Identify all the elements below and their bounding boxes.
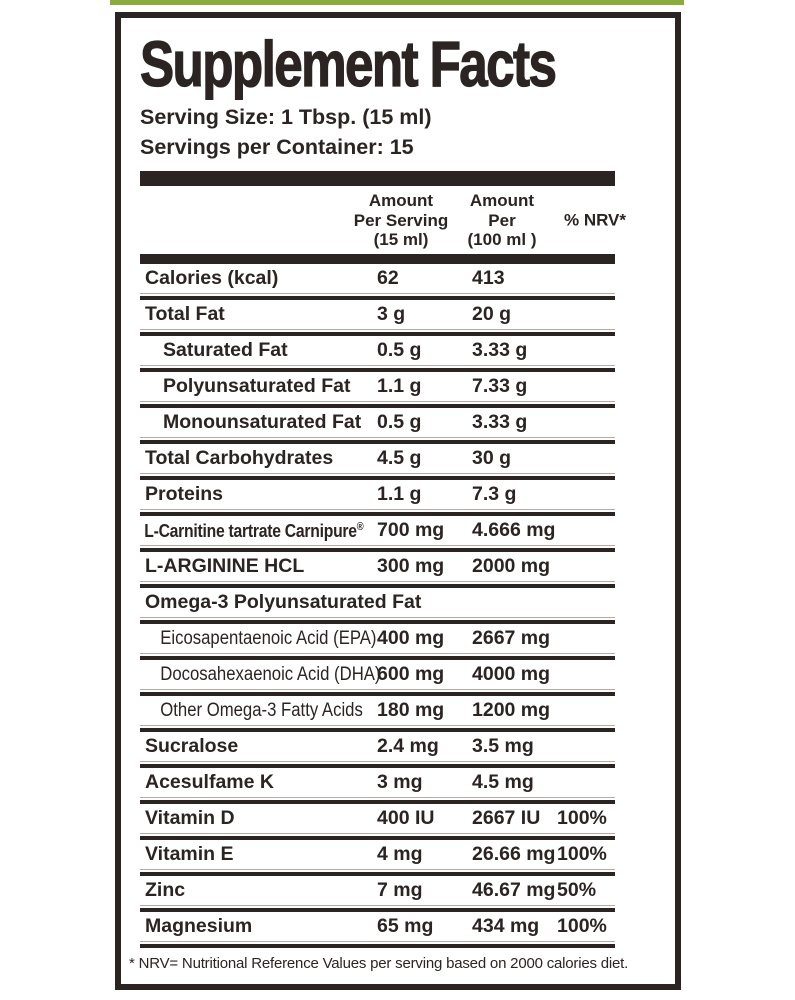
column-headers [140, 186, 627, 254]
table-row [140, 696, 615, 725]
table-row [140, 372, 615, 401]
ingredient-name: Sucralose [145, 735, 239, 758]
row-divider [140, 365, 615, 372]
table-row [140, 840, 615, 869]
row-divider [140, 437, 615, 444]
table-row [140, 912, 615, 941]
row-divider [140, 869, 615, 876]
value-per-100ml: 3.33 g [472, 339, 528, 362]
table-row [140, 660, 615, 689]
value-per-serving: 600 mg [377, 663, 445, 686]
table-row [140, 336, 615, 365]
value-per-100ml: 7.33 g [472, 375, 528, 398]
table-row [140, 552, 615, 581]
row-divider [140, 329, 615, 336]
thick-divider-headers [140, 254, 615, 264]
ingredient-name: Other Omega-3 Fatty Acids [160, 699, 363, 721]
row-divider [140, 473, 615, 480]
value-per-serving: 400 IU [377, 807, 435, 830]
value-per-serving: 1.1 g [377, 375, 422, 398]
value-per-100ml: 434 mg [472, 915, 540, 938]
value-nrv: 100% [557, 843, 607, 866]
ingredient-name: Vitamin D [145, 807, 235, 830]
value-per-100ml: 46.67 mg [472, 879, 556, 902]
ingredient-name: Proteins [145, 483, 224, 506]
table-row [140, 624, 615, 653]
facts-table [140, 264, 615, 948]
header-nrv: % NRV* [563, 210, 627, 230]
table-row [140, 300, 615, 329]
value-per-serving: 0.5 g [377, 339, 422, 362]
ingredient-name: Polyunsaturated Fat [163, 375, 351, 398]
value-per-serving: 3 g [377, 303, 406, 326]
row-divider [140, 689, 615, 696]
value-per-serving: 7 mg [377, 879, 423, 902]
value-per-100ml: 30 g [472, 447, 512, 470]
value-per-100ml: 4000 mg [472, 663, 551, 686]
ingredient-name: L-Carnitine tartrate Carnipure® [144, 519, 364, 541]
ingredient-name: Total Carbohydrates [145, 447, 334, 470]
ingredient-name: Eicosapentaenoic Acid (EPA) [160, 627, 377, 649]
ingredient-name: Saturated Fat [163, 339, 288, 362]
value-per-serving: 400 mg [377, 627, 445, 650]
thick-divider-top [140, 171, 615, 186]
value-per-100ml: 4.5 mg [472, 771, 534, 794]
serving-size: Serving Size: 1 Tbsp. (15 ml) [140, 105, 432, 130]
row-divider [140, 833, 615, 840]
value-per-serving: 700 mg [377, 519, 445, 542]
facts-content [129, 18, 629, 973]
table-row [140, 480, 615, 509]
value-per-serving: 65 mg [377, 915, 434, 938]
value-nrv: 100% [557, 915, 607, 938]
row-divider [140, 941, 615, 948]
row-divider [140, 401, 615, 408]
ingredient-name: L-ARGININE HCL [145, 555, 305, 578]
ingredient-name: Monounsaturated Fat [163, 411, 362, 434]
ingredient-name: Calories (kcal) [145, 267, 279, 290]
section-header-row [140, 588, 615, 617]
ingredient-name: Zinc [145, 879, 186, 902]
ingredient-name: Vitamin E [145, 843, 234, 866]
panel-title: Supplement Facts [140, 28, 556, 100]
value-per-serving: 2.4 mg [377, 735, 439, 758]
value-per-100ml: 4.666 mg [472, 519, 556, 542]
table-row [140, 264, 615, 293]
serving-info [140, 102, 615, 162]
value-nrv: 100% [557, 807, 607, 830]
table-row [140, 444, 615, 473]
table-row [140, 804, 615, 833]
row-divider [140, 725, 615, 732]
table-row [140, 768, 615, 797]
row-divider [140, 653, 615, 660]
value-per-serving: 4.5 g [377, 447, 422, 470]
nrv-footnote: * NRV= Nutritional Reference Values per serving based on 2000 calories diet. [129, 955, 629, 973]
registered-mark: ® [356, 520, 364, 533]
facts-panel [115, 12, 681, 990]
row-divider [140, 761, 615, 768]
value-per-serving: 0.5 g [377, 411, 422, 434]
value-per-serving: 300 mg [377, 555, 445, 578]
value-per-100ml: 3.5 mg [472, 735, 534, 758]
row-divider [140, 905, 615, 912]
value-per-100ml: 20 g [472, 303, 512, 326]
value-per-serving: 4 mg [377, 843, 423, 866]
value-per-100ml: 413 [472, 267, 505, 290]
row-divider [140, 797, 615, 804]
table-row [140, 516, 615, 545]
row-divider [140, 581, 615, 588]
ingredient-name: Total Fat [145, 303, 225, 326]
row-divider [140, 293, 615, 300]
servings-per-container: Servings per Container: 15 [140, 135, 414, 160]
ingredient-name: Omega-3 Polyunsaturated Fat [145, 591, 422, 614]
value-per-serving: 180 mg [377, 699, 445, 722]
value-per-100ml: 26.66 mg [472, 843, 556, 866]
value-per-100ml: 2000 mg [472, 555, 551, 578]
value-per-100ml: 7.3 g [472, 483, 517, 506]
table-row [140, 876, 615, 905]
value-per-serving: 1.1 g [377, 483, 422, 506]
value-per-100ml: 1200 mg [472, 699, 551, 722]
header-amount-per-serving: Amount Per Serving (15 ml) [353, 191, 449, 250]
ingredient-name: Docosahexaenoic Acid (DHA) [160, 663, 381, 685]
value-nrv: 50% [557, 879, 597, 902]
accent-top-bar [110, 0, 684, 5]
row-divider [140, 545, 615, 552]
table-row [140, 408, 615, 437]
value-per-serving: 62 [377, 267, 399, 290]
value-per-100ml: 2667 mg [472, 627, 551, 650]
row-divider [140, 509, 615, 516]
value-per-100ml: 2667 IU [472, 807, 541, 830]
table-row [140, 732, 615, 761]
ingredient-name: Acesulfame K [145, 771, 274, 794]
ingredient-name: Magnesium [145, 915, 253, 938]
row-divider [140, 617, 615, 624]
value-per-100ml: 3.33 g [472, 411, 528, 434]
value-per-serving: 3 mg [377, 771, 423, 794]
header-amount-per-100ml: Amount Per (100 ml ) [467, 191, 537, 250]
